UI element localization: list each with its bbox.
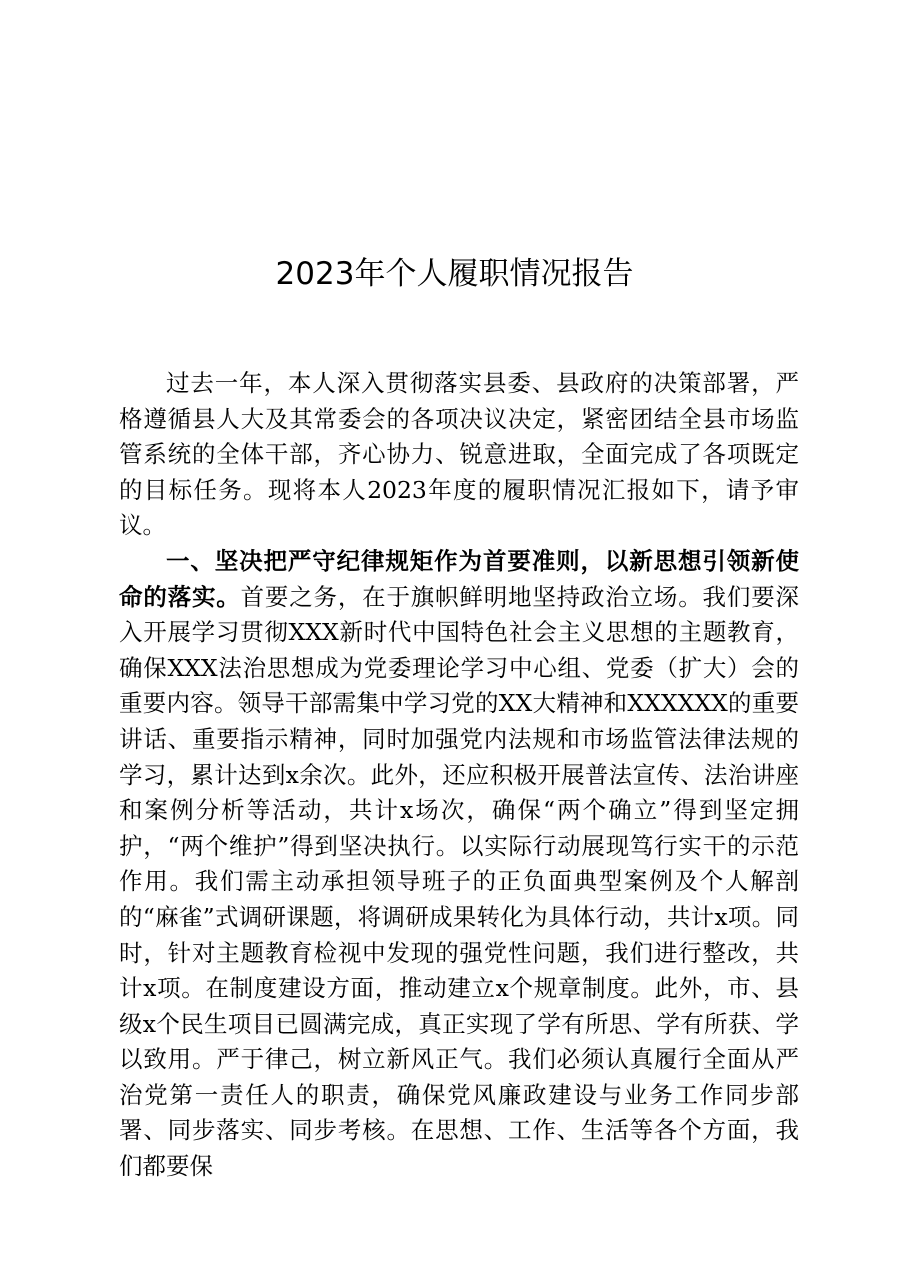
document-body <box>119 366 799 1185</box>
section-1-paragraph <box>119 544 799 1185</box>
section-1-heading: 一、坚决把严守纪律规矩作为首要准则，以新思想引领新使命的落实。 <box>119 546 799 611</box>
section-1-body: 首要之务，在于旗帜鲜明地坚持政治立场。我们要深入开展学习贯彻XXX新时代中国特色社会主义思想的主题教育，确保XXX法治思想成为党委理论学习中心组、党委（扩大）会的重要内容。领导干部需集中学习党的XX大精神和XXXXXX的重要讲话、重要指示精神，同时加强党内法规和市场监管法律法规的学习，累计达到x余次。此外，还应积极开展普法宣传、法治讲座和案例分析等活动，共计x场次，确保“两个确立”得到坚定拥护，“两个维护”得到坚决执行。以实际行动展现笃行实干的示范作用。我们需主动承担领导班子的正负面典型案例及个人解剖的“麻雀”式调研课题，将调研成果转化为具体行动，共计x项。同时，针对主题教育检视中发现的强党性问题，我们进行整改，共计x项。在制度建设方面，推动建立x个规章制度。此外，市、县级x个民生项目已圆满完成，真正实现了学有所思、学有所获、学以致用。严于律己，树立新风正气。我们必须认真履行全面从严治党第一责任人的职责，确保党风廉政建设与业务工作同步部署、同步落实、同步考核。在思想、工作、生活等各个方面，我们都要保 <box>119 582 800 1181</box>
intro-paragraph: 过去一年，本人深入贯彻落实县委、县政府的决策部署，严格遵循县人大及其常委会的各项决议决定，紧密团结全县市场监管系统的全体干部，齐心协力、锐意进取，全面完成了各项既定的目标任务。现将本人2023年度的履职情况汇报如下，请予审议。 <box>119 369 799 540</box>
document-title: 2023年个人履职情况报告 <box>275 256 634 292</box>
